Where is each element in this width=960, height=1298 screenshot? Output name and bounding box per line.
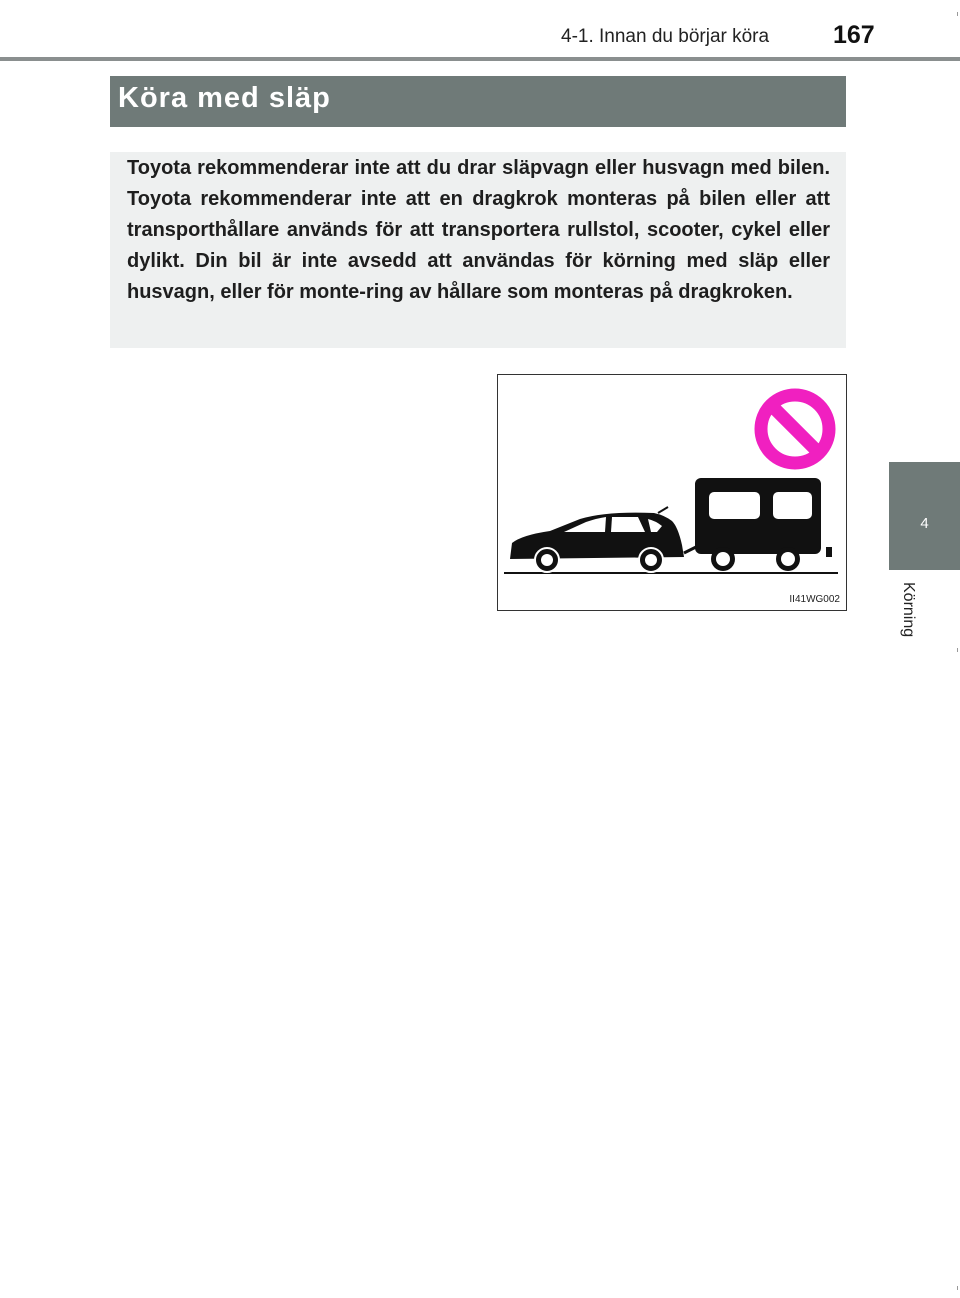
page-number: 167 [833,21,875,49]
caravan-icon [684,478,832,571]
info-text: Toyota rekommenderar inte att du drar släpvagn eller husvagn med bilen. Toyota rekommenderar inte att en dragkrok monteras på bilen eller att transporthållare används för att transportera rullstol, scooter, cykel eller dylikt. Din bil är inte avsedd att användas för körning med släp eller husvagn, eller för monte-ring av hållare som monteras på dragkroken. [127,157,830,303]
edge-mark [957,1286,958,1290]
chapter-tab [889,462,960,570]
figure-code: II41WG002 [789,594,840,605]
chapter-label-container [897,582,917,662]
prohibition-icon [761,395,829,463]
car-icon [510,507,684,572]
section-title: Köra med släp [118,82,331,114]
towing-illustration [498,375,846,610]
edge-mark [957,648,958,652]
edge-mark [957,12,958,16]
header-section-title: 4-1. Innan du börjar köra [561,26,770,47]
chapter-label: Körning [900,582,917,638]
section-title-bar [110,76,846,127]
header-divider [0,57,960,61]
info-box [110,152,846,348]
chapter-number: 4 [920,515,929,532]
towing-prohibition-figure [497,374,847,611]
